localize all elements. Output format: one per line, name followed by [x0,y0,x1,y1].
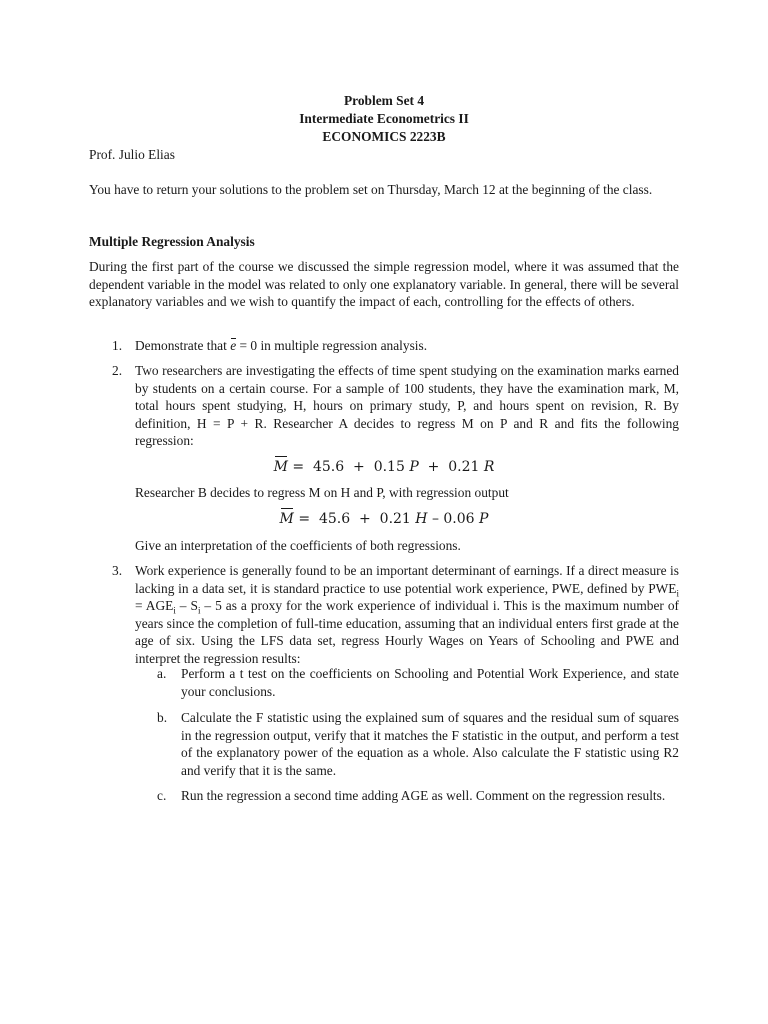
eq-b-intercept: = 45.6 + 0.21 [293,511,416,527]
question-3-text-b: = AGE [135,598,174,614]
question-3 [112,562,679,668]
question-1-math: = 0 [236,338,258,353]
eq-a-intercept: = 45.6 + 0.15 [287,459,410,475]
eq-b-lhs: M [279,511,294,527]
researcher-b-text: Researcher B decides to regress M on H and P, with regression output [135,485,509,500]
part-letter: c. [157,788,167,803]
question-number: 2. [112,363,123,378]
part-letter: a. [157,666,167,681]
question-number: 3. [112,563,123,578]
question-2 [112,362,679,450]
problem-set-title: Problem Set 4 [343,93,425,108]
document-header [0,92,768,146]
subscript-i: i [676,588,679,599]
question-1-text [135,337,679,355]
question-1-post: in multiple regression analysis. [257,338,428,353]
eq-a-mid: + 0.21 [418,459,484,475]
section-title: Multiple Regression Analysis [89,234,255,249]
e-bar-symbol: e [230,338,237,353]
course-code: ECONOMICS 2223B [322,129,446,144]
question-3-text-c: – S [175,598,198,614]
part-text: Calculate the F statistic using the explained sum of squares and the residual sum of squares in the regression output, verify that it matches the F statistic in the output, and perform a test of the explanatory power of the equation as a whole. Also calculate the F statistic using R2 and verify that it is the same. [181,710,679,778]
question-1-pre: Demonstrate that [135,338,231,353]
part-letter: b. [157,710,168,725]
subscript-i: i [173,605,176,616]
eq-a-lhs: M [273,459,288,475]
course-title: Intermediate Econometrics II [299,111,469,126]
subscript-i: i [197,605,201,616]
eq-b-mid: – 0.06 [427,511,480,527]
eq-b-var2: P [479,511,489,527]
professor-name: Prof. Julio Elias [89,147,175,162]
question-3-text-d: – 5 as a proxy for the work experience of individual i. This is the maximum number of years since the completion of full-time education, assuming that an individual enters first grade at the age of six. Using the LFS data set, regress Hourly Wages on Years of Schooling and PWE and interpret the regression results: [135,598,679,666]
eq-b-var1: H [415,511,428,527]
eq-a-var2: R [483,459,495,475]
question-3-part-b [157,709,679,779]
question-number: 1. [112,338,123,353]
question-3-text-a: Work experience is generally found to be an important determinant of earnings. If a direct measure is lacking in a data set, it is standard practice to use potential work experience, PWE, defined by PWE [135,563,679,596]
section-intro: During the first part of the course we discussed the simple regression model, where it was assumed that the dependent variable in the model was related to only one explanatory variable. In general, there will be several explanatory variables and we wish to quantify the impact of each, controlling for the effects of others. [89,259,679,310]
question-1 [112,337,679,355]
part-text: Run the regression a second time adding AGE as well. Comment on the regression results. [181,788,666,803]
question-3-text [135,562,679,668]
part-text: Perform a t test on the coefficients on Schooling and Potential Work Experience, and state your conclusions. [181,666,679,699]
intro-paragraph: You have to return your solutions to the problem set on Thursday, March 12 at the beginning of the class. [89,182,653,197]
question-3-part-c [157,787,679,805]
question-2-text: Two researchers are investigating the effects of time spent studying on the examination marks earned by students on a certain course. For a sample of 100 students, they have the examination mark, M, total hours spent studying, H, hours on primary study, P, and hours spent on revision, R. By definition, H = P + R. Researcher A decides to regress M on P and R and fits the following regression: [135,363,679,449]
interpretation-text: Give an interpretation of the coefficients of both regressions. [135,538,461,553]
regression-equation-b [0,511,768,529]
regression-equation-a [0,459,768,477]
question-3-part-a [157,665,679,700]
eq-a-var1: P [409,459,419,475]
